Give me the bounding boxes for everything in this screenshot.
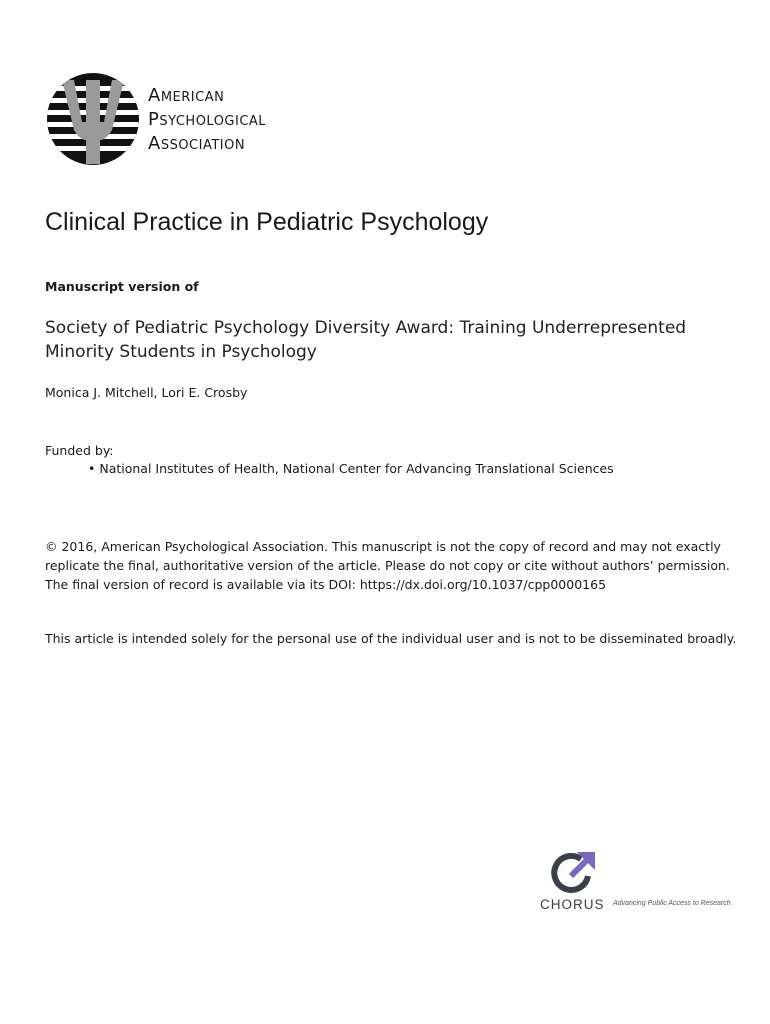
copyright-line-2: replicate the final, authoritative version of the article. Please do not copy or cite without authors’ permission. <box>45 558 730 573</box>
chorus-wordmark: CHORUS <box>540 897 605 912</box>
copyright-notice <box>45 537 735 594</box>
chorus-logo <box>538 848 738 918</box>
apa-wordmark-line-2: Psychological <box>148 109 267 130</box>
article-title: Society of Pediatric Psychology Diversity Award: Training Underrepresented Minority Students in Psychology <box>45 318 687 362</box>
copyright-line-3: The final version of record is available via its DOI: https://dx.doi.org/10.1037/cpp0000165 <box>45 577 607 592</box>
manuscript-version-label: Manuscript version of <box>45 279 199 294</box>
psi-globe-icon <box>46 72 140 166</box>
apa-wordmark-line-1: American <box>148 85 225 106</box>
chorus-arrow-icon <box>547 850 597 896</box>
apa-wordmark <box>148 84 266 156</box>
chorus-tagline: Advancing Public Access to Research <box>613 900 731 907</box>
apa-wordmark-line-3: Association <box>148 133 246 154</box>
funder-item: • National Institutes of Health, National Center for Advancing Translational Sciences <box>88 461 614 476</box>
apa-logo <box>46 72 306 168</box>
journal-title: Clinical Practice in Pediatric Psychology <box>45 208 489 236</box>
copyright-line-1: © 2016, American Psychological Association. This manuscript is not the copy of record and may not exactly <box>45 539 721 554</box>
author-list: Monica J. Mitchell, Lori E. Crosby <box>45 385 248 400</box>
funding-label: Funded by: <box>45 443 114 458</box>
usage-disclaimer: This article is intended solely for the personal use of the individual user and is not to be disseminated broadly. <box>45 631 737 646</box>
